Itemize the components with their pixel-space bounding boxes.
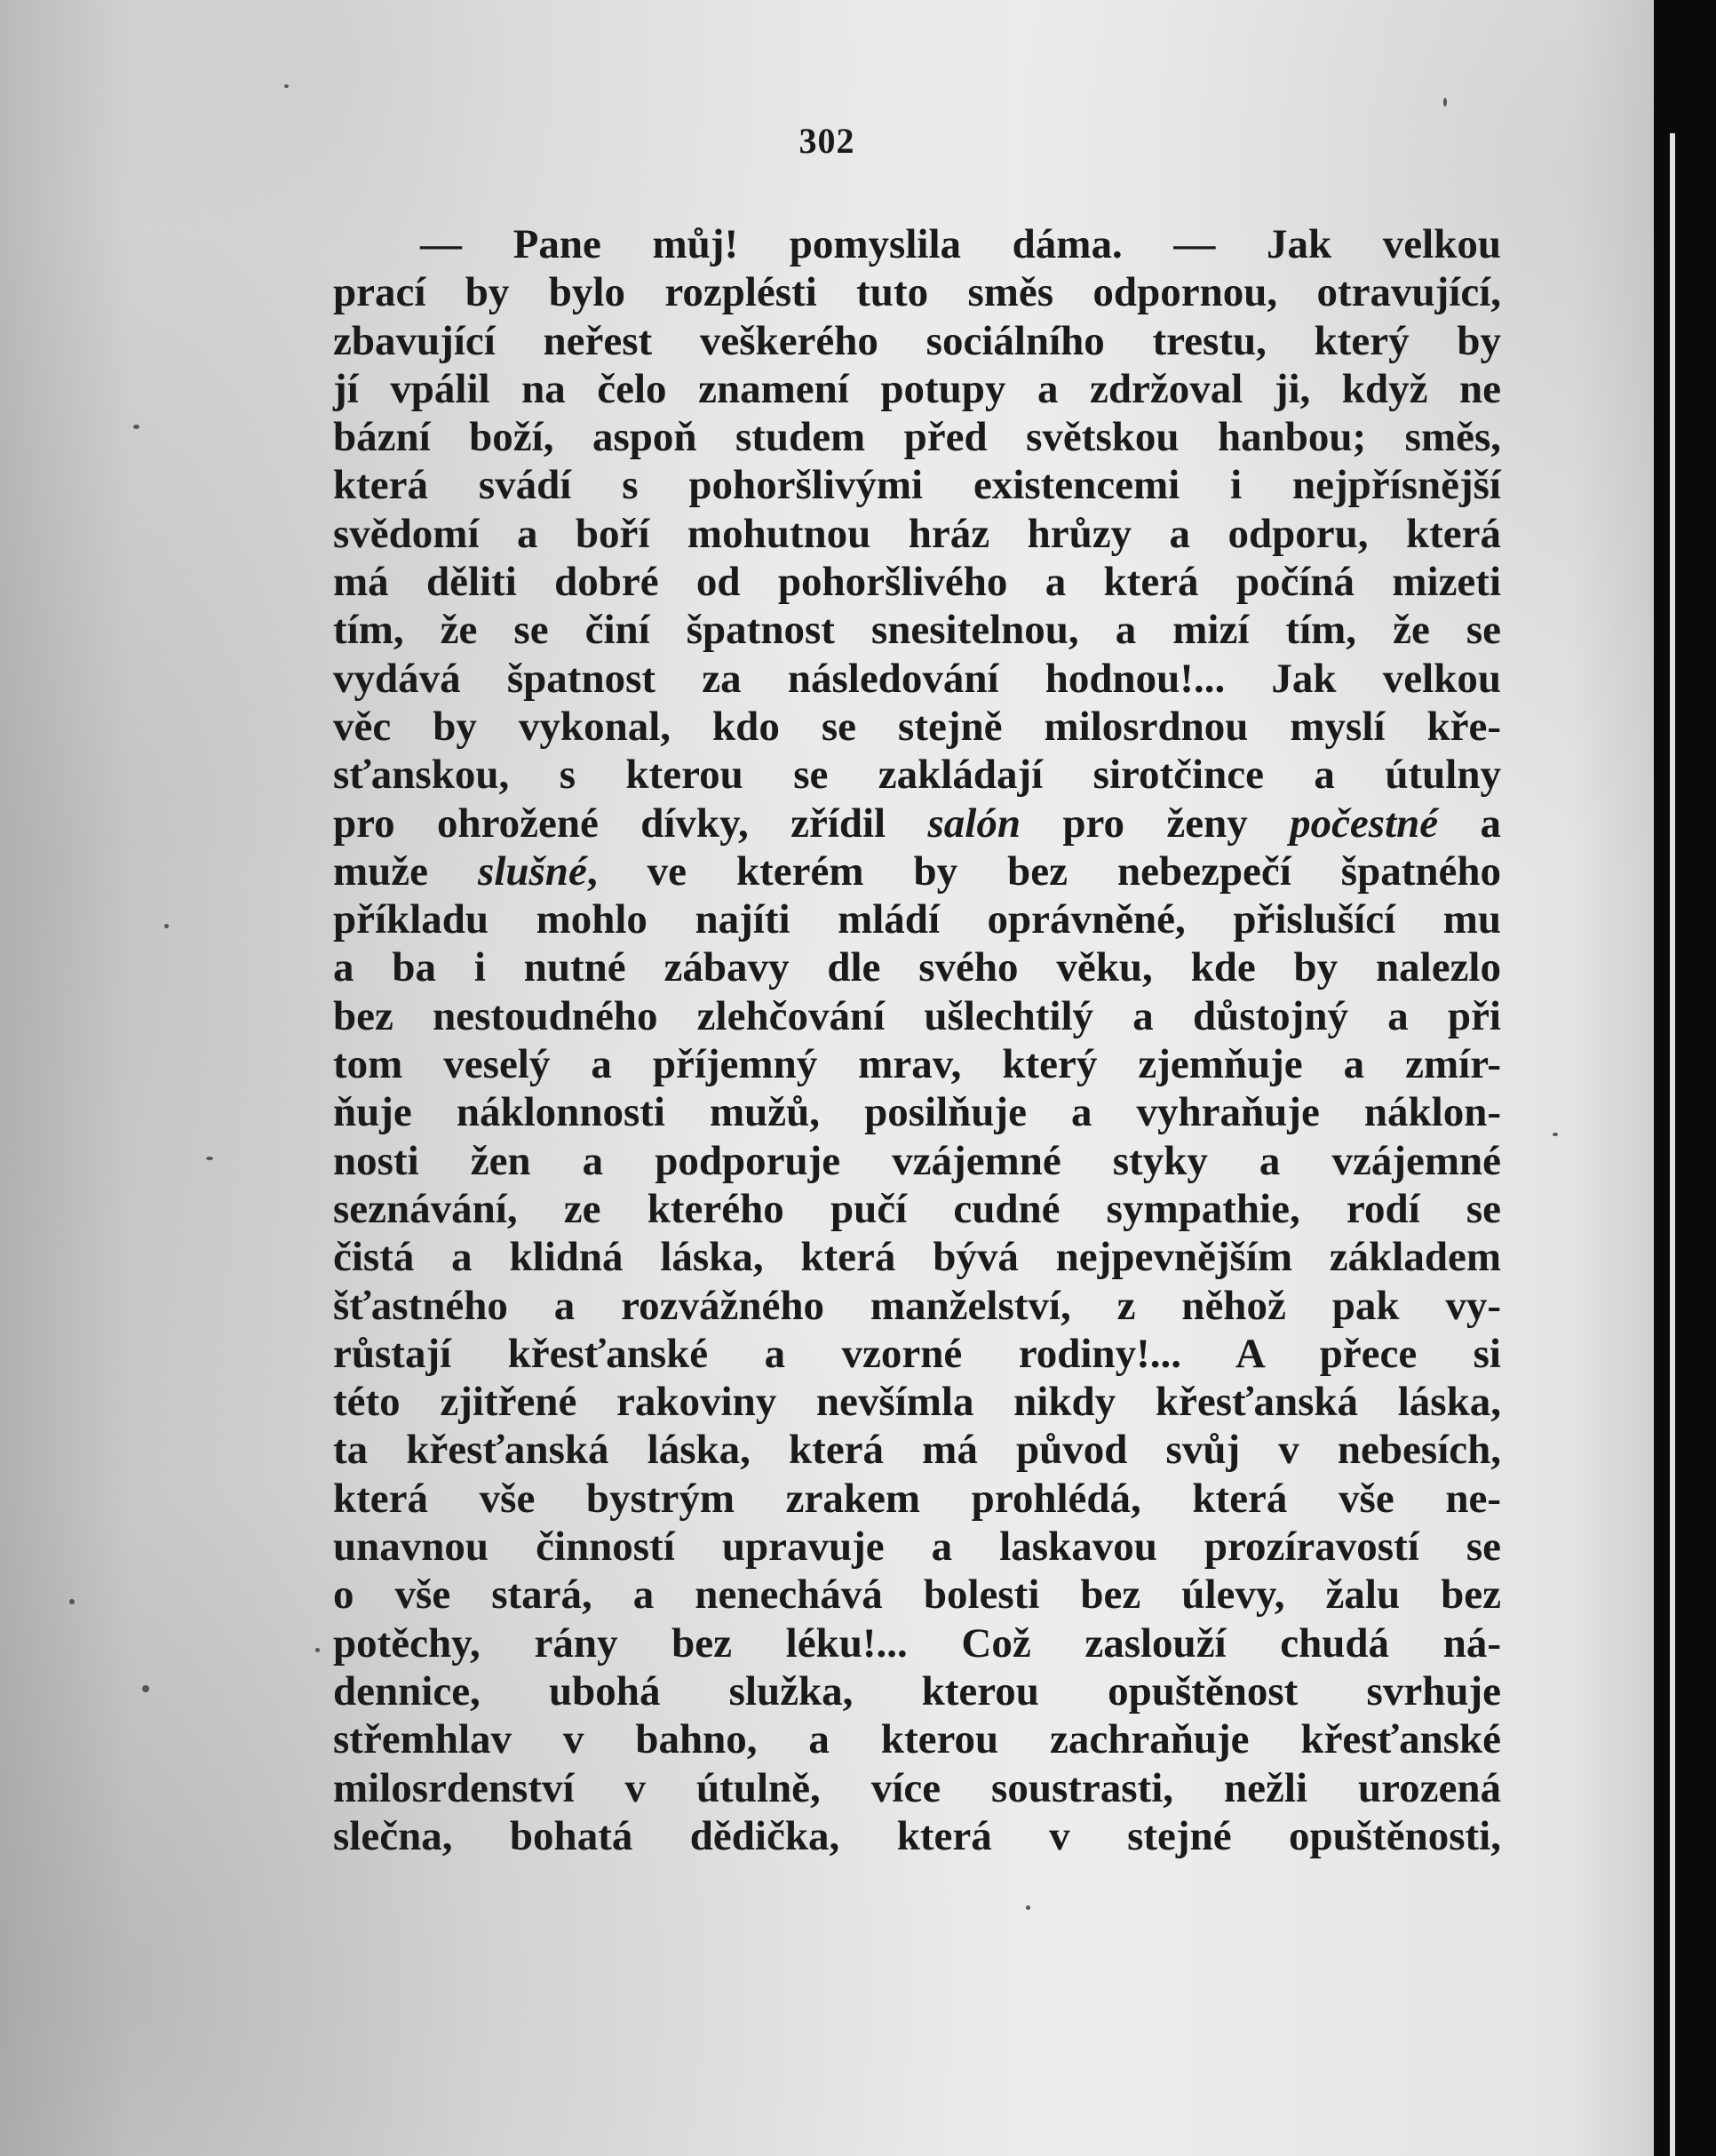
text-line: bázní boží, aspoň studem před světskou hanbou; směs, — [333, 414, 1501, 461]
text-line: o vše stará, a nenechává bolesti bez úlevy, žalu bez — [333, 1571, 1501, 1619]
text-line: tím, že se činí špatnost snesitelnou, a mizí tím, že se — [333, 607, 1501, 654]
text-line: má děliti dobré od pohoršlivého a která počíná mizeti — [333, 559, 1501, 606]
text-run: pro ženy — [1020, 800, 1291, 847]
text-line: jí vpálil na čelo znamení potupy a zdržoval ji, když ne — [333, 365, 1501, 412]
text-line: šťastného a rozvážného manželství, z něhož pak vy- — [333, 1282, 1501, 1329]
text-line: tom veselý a příjemný mrav, který zjemňuje a zmír- — [333, 1041, 1501, 1088]
text-line: této zjitřené rakoviny nevšímla nikdy křesťanská láska, — [333, 1379, 1501, 1426]
next-page-edge — [1670, 133, 1675, 2156]
italic-word: počestné — [1290, 800, 1439, 847]
text-run: pro ohrožené dívky, zřídil — [333, 800, 928, 847]
paper-speck — [142, 1685, 149, 1692]
text-line: slečna, bohatá dědička, která v stejné opuštěnosti, — [333, 1812, 1501, 1859]
paper-speck — [284, 84, 289, 88]
italic-word: slušné — [478, 847, 587, 895]
body-text — [333, 220, 1501, 1860]
paper-speck — [315, 1648, 320, 1652]
text-line: příkladu mohlo najíti mládí oprávněné, přislušící mu — [333, 896, 1501, 943]
text-line-with-italics — [333, 800, 1501, 847]
paper-speck — [206, 1157, 213, 1160]
paper-speck — [1026, 1905, 1030, 1910]
page-number: 302 — [798, 121, 855, 161]
text-line: nosti žen a podporuje vzájemné styky a vzájemné — [333, 1137, 1501, 1184]
text-line: zbavující neřest veškerého sociálního trestu, který by — [333, 317, 1501, 364]
text-line: která svádí s pohoršlivými existencemi i nejpřísnější — [333, 462, 1501, 509]
text-line: střemhlav v bahno, a kterou zachraňuje křesťanské — [333, 1716, 1501, 1763]
text-line: milosrdenství v útulně, více soustrasti, nežli urozená — [333, 1764, 1501, 1811]
text-line: ta křesťanská láska, která má původ svůj v nebesích, — [333, 1427, 1501, 1474]
text-line: unavnou činností upravuje a laskavou prozíravostí se — [333, 1524, 1501, 1571]
text-run: muže — [333, 847, 479, 895]
text-line: prací by bylo rozplésti tuto směs odpornou, otravující, — [333, 269, 1501, 316]
paper-speck — [1443, 98, 1447, 107]
text-line: — Pane můj! pomyslila dáma. — Jak velkou — [420, 221, 1501, 267]
italic-word: salón — [927, 800, 1021, 847]
paper-speck — [133, 425, 139, 429]
text-line: dennice, ubohá služka, kterou opuštěnost svrhuje — [333, 1667, 1501, 1714]
text-line: bez nestoudného zlehčování ušlechtilý a důstojný a při — [333, 992, 1501, 1039]
text-line: ňuje náklonnosti mužů, posilňuje a vyhraňuje náklon- — [333, 1089, 1501, 1136]
text-line: a ba i nutné zábavy dle svého věku, kde by nalezlo — [333, 944, 1501, 991]
text-line-with-italics — [333, 847, 1501, 895]
text-line: růstají křesťanské a vzorné rodiny!... A přece si — [333, 1330, 1501, 1377]
text-line: věc by vykonal, kdo se stejně milosrdnou myslí kře- — [333, 703, 1501, 750]
paper-speck — [164, 924, 169, 928]
text-line: sťanskou, s kterou se zakládají sirotčince a útulny — [333, 752, 1501, 799]
paper-speck — [1553, 1133, 1558, 1136]
text-run: , ve kterém by bez nebezpečí špatného — [586, 847, 1502, 895]
text-line: čistá a klidná láska, která bývá nejpevnějším základem — [333, 1234, 1501, 1281]
text-run: a — [1438, 800, 1501, 847]
text-line: seznávání, ze kterého pučí cudné sympathie, rodí se — [333, 1185, 1501, 1232]
text-line: která vše bystrým zrakem prohlédá, která vše ne- — [333, 1475, 1501, 1522]
text-line: svědomí a boří mohutnou hráz hrůzy a odporu, která — [333, 510, 1501, 557]
text-line: vydává špatnost za následování hodnou!... Jak velkou — [333, 655, 1501, 702]
scan-border — [1654, 0, 1716, 2156]
paper-speck — [69, 1599, 75, 1604]
text-line: potěchy, rány bez léku!... Což zaslouží chudá ná- — [333, 1619, 1501, 1667]
